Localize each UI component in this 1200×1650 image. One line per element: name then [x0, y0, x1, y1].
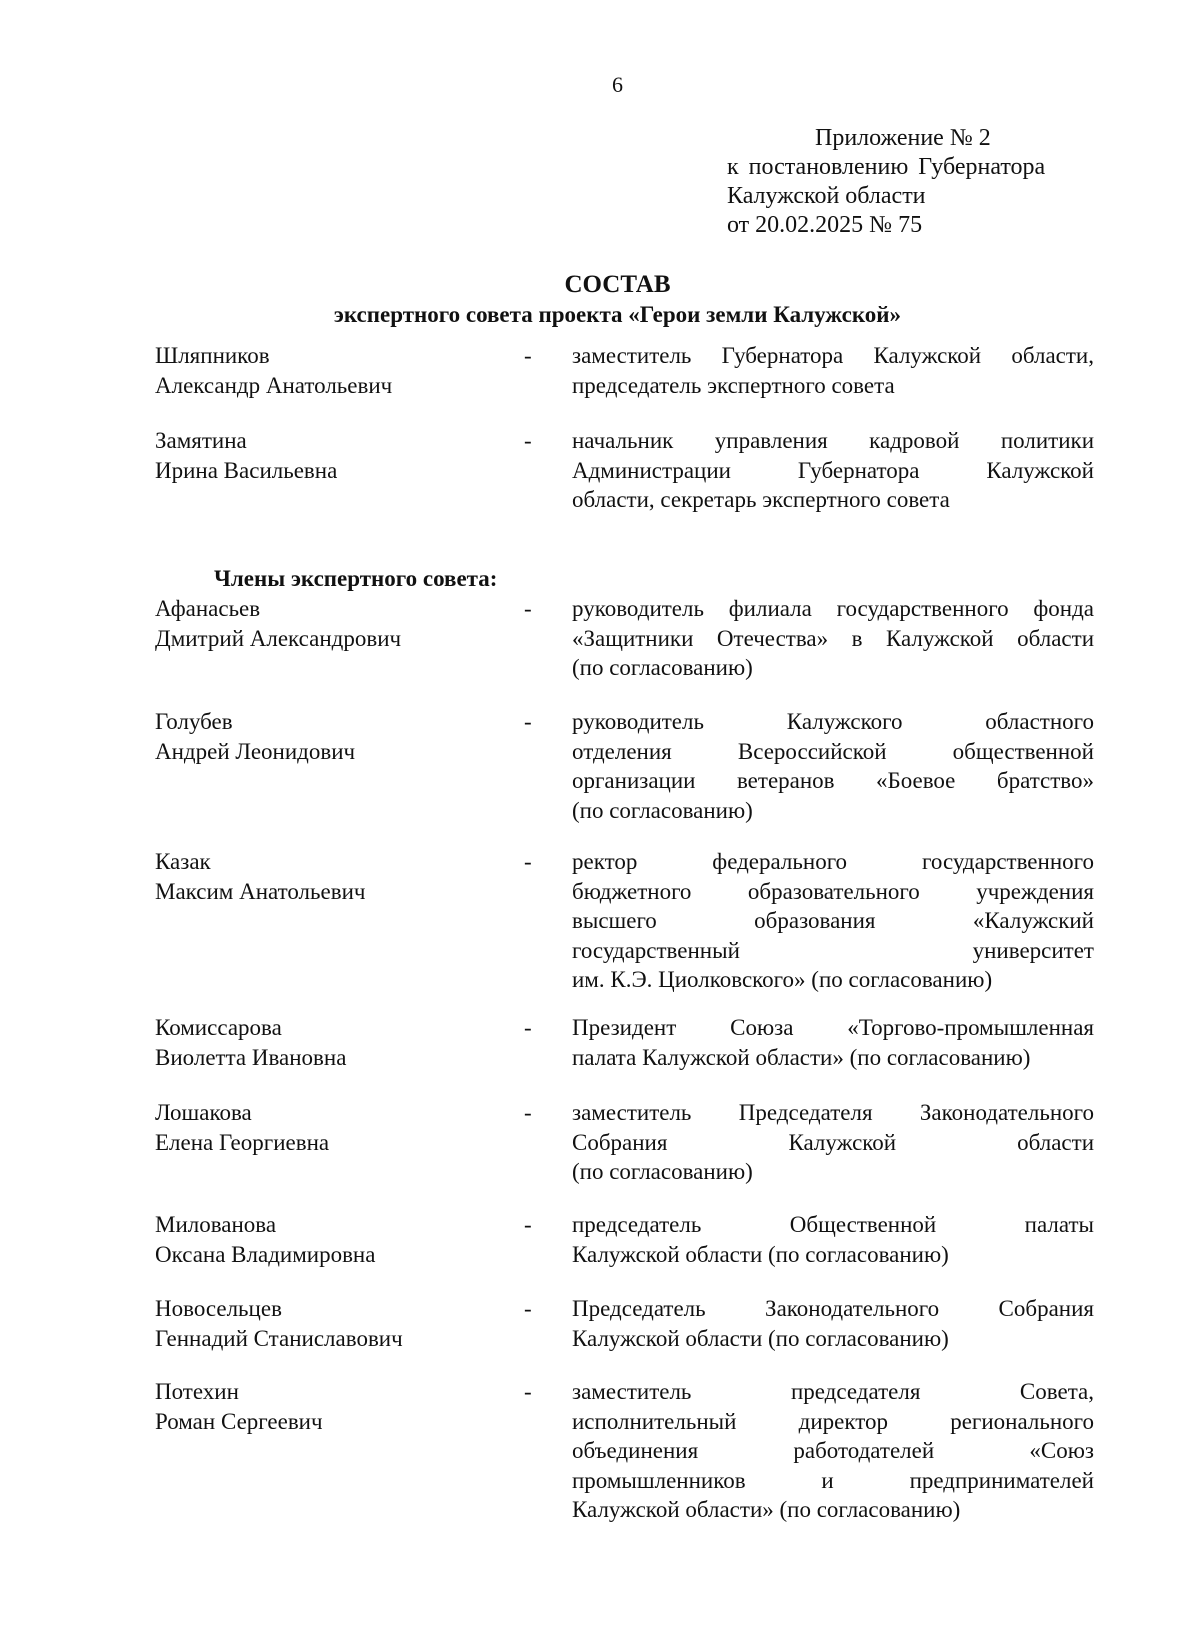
description-line: промышленников и предпринимателей [572, 1467, 1094, 1493]
entry-given-names: Оксана Владимировна [155, 1241, 376, 1267]
description-line: Президент Союза «Торгово-промышленная [572, 1015, 1094, 1040]
description-line: отделения Всероссийской общественной [572, 738, 1094, 764]
entry-description [572, 1377, 1094, 1525]
description-line: руководитель Калужского областного [572, 709, 1094, 734]
title-subtitle: экспертного совета проекта «Герои земли Калужской» [333, 302, 902, 327]
description-line: им. К.Э. Циолковского» (по согласованию) [572, 967, 993, 992]
entry-description [572, 594, 1094, 683]
entry-dash: - [524, 343, 532, 368]
description-line: Калужской области (по согласованию) [572, 1241, 949, 1267]
description-line: Администрации Губернатора Калужской [572, 457, 1094, 483]
entry-given-names: Роман Сергеевич [155, 1408, 323, 1434]
entry-name [155, 1294, 485, 1353]
description-line: Калужской области (по согласованию) [572, 1325, 949, 1351]
entry-given-names: Ирина Васильевна [155, 457, 338, 483]
entry-dash: - [524, 1100, 532, 1125]
entry-surname: Новосельцев [155, 1296, 282, 1321]
appendix-line-2: к постановлению Губернатора [727, 154, 1046, 180]
entry-given-names: Андрей Леонидович [155, 738, 356, 764]
entry-dash: - [524, 1015, 532, 1040]
title-main: СОСТАВ [564, 271, 671, 298]
description-line: ректор федерального государственного [572, 849, 1094, 874]
entry-given-names: Геннадий Станиславович [155, 1325, 403, 1351]
entry-surname: Замятина [155, 428, 247, 453]
entry-surname: Афанасьев [155, 596, 261, 621]
appendix-line-1: Приложение № 2 [815, 125, 991, 151]
entry-description [572, 426, 1094, 515]
entry-name [155, 341, 485, 400]
description-line: государственный университет [572, 937, 1094, 963]
description-line: Собрания Калужской области [572, 1129, 1094, 1155]
description-line: руководитель филиала государственного фонда [572, 596, 1094, 621]
description-line: (по согласованию) [572, 655, 753, 680]
appendix-block [727, 124, 1045, 240]
entry-given-names: Александр Анатольевич [155, 372, 393, 398]
description-line: организации ветеранов «Боевое братство» [572, 768, 1094, 793]
description-line: «Защитники Отечества» в Калужской области [572, 625, 1094, 651]
description-line: начальник управления кадровой политики [572, 428, 1094, 453]
entry-name [155, 1210, 485, 1269]
entry-name [155, 1013, 485, 1072]
description-line: заместитель Губернатора Калужской области, [572, 343, 1094, 368]
entry-name [155, 594, 485, 653]
entry-given-names: Виолетта Ивановна [155, 1044, 347, 1070]
entry-name [155, 707, 485, 766]
entry-dash: - [524, 1296, 532, 1321]
description-line: Калужской области» (по согласованию) [572, 1497, 961, 1522]
description-line: палата Калужской области» (по согласованию) [572, 1044, 1031, 1070]
entry-surname: Милованова [155, 1212, 277, 1237]
description-line: председатель экспертного совета [572, 372, 895, 398]
description-line: заместитель Председателя Законодательного [572, 1100, 1094, 1125]
entry-name [155, 1098, 485, 1157]
entry-dash: - [524, 709, 532, 734]
entry-name [155, 426, 485, 485]
description-line: председатель Общественной палаты [572, 1212, 1094, 1237]
entry-given-names: Дмитрий Александрович [155, 625, 402, 651]
entry-surname: Казак [155, 849, 211, 874]
entry-surname: Голубев [155, 709, 233, 734]
entry-name [155, 847, 485, 906]
entry-description [572, 847, 1094, 995]
description-line: (по согласованию) [572, 1159, 753, 1184]
description-line: объединения работодателей «Союз [572, 1438, 1094, 1463]
entry-dash: - [524, 1379, 532, 1404]
document-title [0, 270, 1200, 329]
description-line: области, секретарь экспертного совета [572, 487, 950, 512]
entry-surname: Шляпников [155, 343, 270, 368]
entry-surname: Потехин [155, 1379, 239, 1404]
entry-description [572, 1294, 1094, 1353]
description-line: заместитель председателя Совета, [572, 1379, 1094, 1404]
entry-given-names: Максим Анатольевич [155, 878, 366, 904]
description-line: (по согласованию) [572, 797, 753, 823]
description-line: Председатель Законодательного Собрания [572, 1296, 1094, 1321]
entry-name [155, 1377, 485, 1436]
description-line: высшего образования «Калужский [572, 908, 1094, 933]
entry-surname: Комиссарова [155, 1015, 282, 1040]
appendix-line-3: Калужской области [727, 183, 926, 209]
entry-description [572, 1098, 1094, 1187]
entry-description [572, 341, 1094, 400]
entry-surname: Лошакова [155, 1100, 252, 1125]
entry-dash: - [524, 428, 532, 453]
entry-dash: - [524, 849, 532, 874]
entry-description [572, 1013, 1094, 1072]
page-number: 6 [612, 72, 623, 97]
entry-dash: - [524, 1212, 532, 1237]
entry-description [572, 707, 1094, 825]
description-line: исполнительный директор регионального [572, 1408, 1094, 1434]
members-heading: Члены экспертного совета: [214, 566, 498, 591]
entry-given-names: Елена Георгиевна [155, 1129, 330, 1155]
appendix-line-4: от 20.02.2025 № 75 [727, 212, 923, 238]
entry-dash: - [524, 596, 532, 621]
entry-description [572, 1210, 1094, 1269]
description-line: бюджетного образовательного учреждения [572, 878, 1094, 904]
